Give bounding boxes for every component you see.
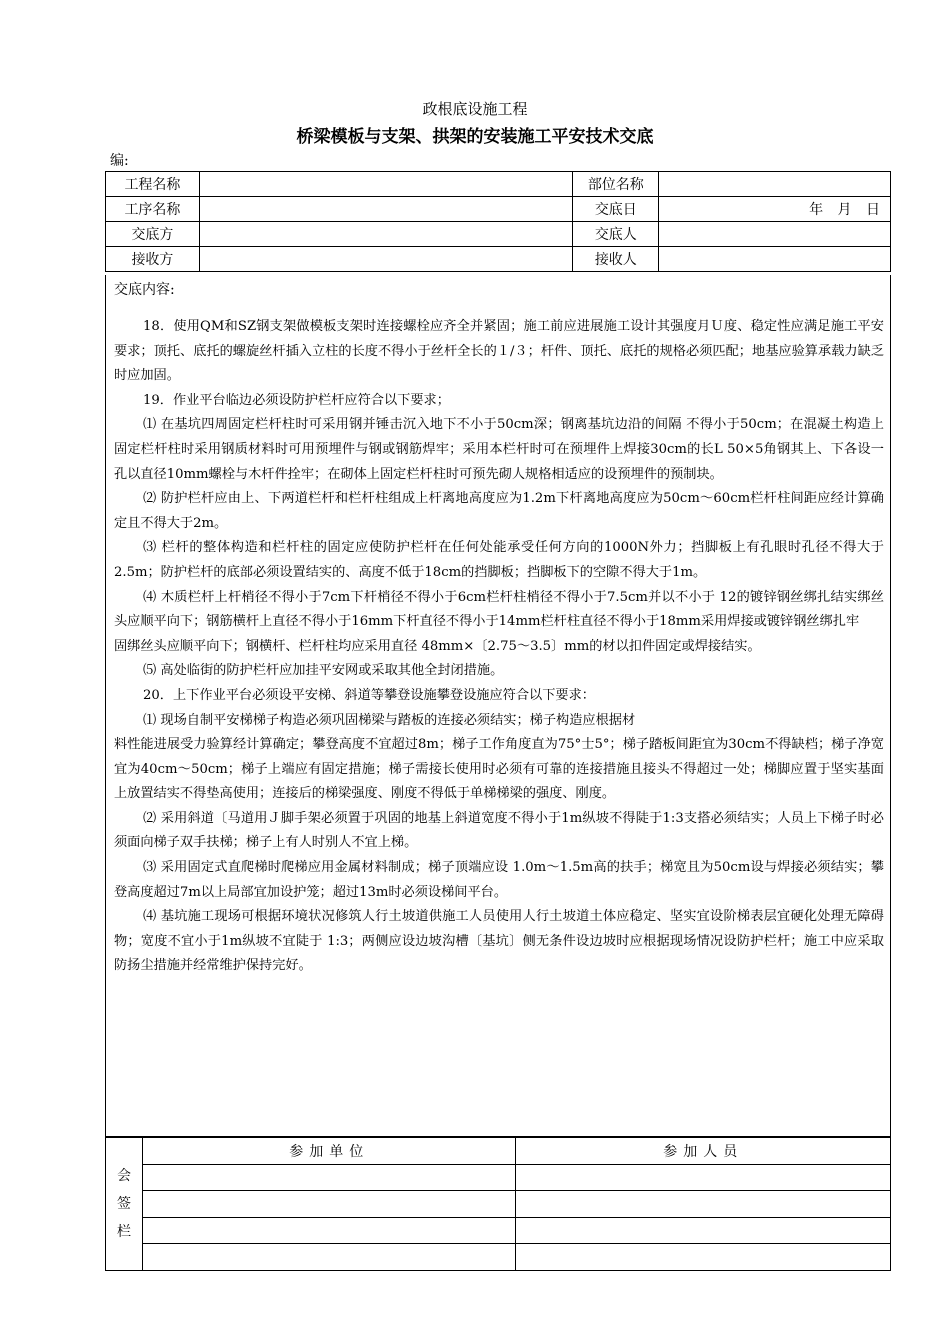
content-paragraph: ⑵ 防护栏杆应由上、下两道栏杆和栏杆柱组成上杆离地高度应为1.2m下杆离地高度应为50cm～60cm栏杆柱间距应经计算确定且不得大于2m。 xyxy=(114,491,884,531)
person-cell[interactable] xyxy=(516,1217,891,1244)
receiver-party-label: 接收方 xyxy=(106,247,200,272)
content-paragraph: ⑷ 基坑施工现场可根据环境状况修筑人行土坡道供施工人员使用人行土坡道土体应稳定、坚实宜设阶梯表层宜硬化处理无障碍物；宽度不宜小于1m纵坡不宜陡于 1:3；两侧应设边坡沟槽〔基坑〕侧无条件设边坡时应根据现场情况设防护栏杆；施工中应采取防扬尘措施并经常维护保持完好。 xyxy=(114,909,884,974)
person-cell[interactable] xyxy=(516,1164,891,1191)
project-subtitle: 政根底设施工程 xyxy=(422,100,528,118)
table-row xyxy=(106,1138,891,1165)
info-table xyxy=(105,171,891,272)
table-row xyxy=(106,1164,891,1191)
person-cell[interactable] xyxy=(516,1191,891,1218)
content-paragraph: 固绑丝头应顺平向下；钢横杆、栏杆柱均应采用直径 48mm×〔2.75～3.5〕mm的材以扣件固定或焊接结实。 xyxy=(114,638,761,654)
content-paragraph: 料性能进展受力验算经计算确定；攀登高度不宜超过8m；梯子工作角度直为75°士5°；梯子踏板间距宜为30cm不得缺档；梯子净宽宜为40cm～50cm；梯子上端应有固定措施；梯子需接长使用时必须有可靠的连接措施且接头不得超过一处；梯脚应置于坚实基面上放置结实不得垫高使用；连接后的梯梁强度、刚度不得低于单梯梯梁的强度、刚度。 xyxy=(114,737,884,802)
content-paragraph: 20．上下作业平台必须设平安梯、斜道等攀登设施攀登设施应符合以下要求： xyxy=(143,687,595,703)
compiler-label: 编: xyxy=(110,153,129,169)
handover-date-field[interactable]: 年 月 日 xyxy=(659,197,891,222)
table-row xyxy=(106,197,891,222)
person-cell[interactable] xyxy=(516,1244,891,1271)
content-paragraph: 18．使用QM和SZ钢支架做模板支架时连接螺栓应齐全并紧固；施工前应进展施工设计其强度月Ｕ度、稳定性应满足施工平安要求；顶托、底托的螺旋丝杆插入立柱的长度不得小于丝杆全长的１/３；杆件、顶托、底托的规格必须匹配；地基应验算承载力缺乏时应加固。 xyxy=(114,319,884,384)
content-paragraph: 19．作业平台临边必须设防护栏杆应符合以下要求； xyxy=(143,392,450,408)
receiver-person-field[interactable] xyxy=(659,247,891,272)
handover-person-label: 交底人 xyxy=(573,222,659,247)
table-row xyxy=(106,222,891,247)
content-paragraph: ⑶ 采用固定式直爬梯时爬梯应用金属材料制成；梯子顶端应设 1.0m～1.5m高的扶手；梯宽且为50cm设与焊接必须结实；攀登高度超过7m以上局部宜加设护笼；超过13m时必须设梯间平台。 xyxy=(114,860,884,900)
content-paragraph: ⑴ 在基坑四周固定栏杆柱时可采用钢并锤击沉入地下不小于50cm深；钢离基坑边沿的间隔 不得小于50cm；在混凝土构造上固定栏杆柱时采用钢质材料时可用预埋件与钢或钢筋焊牢；采用本栏杆时可在预埋件上焊接30cm的长L 50×5角钢其上、下各设一孔以直径10mm螺栓与木杆件拴牢；在砌体上固定栏杆柱时可预先砌人规格相适应的设预埋件的预制块。 xyxy=(114,417,884,482)
side-char: 会 xyxy=(116,1167,131,1184)
project-name-field[interactable] xyxy=(199,172,572,197)
section-name-field[interactable] xyxy=(659,172,891,197)
side-char: 签 xyxy=(116,1195,131,1212)
table-row xyxy=(106,247,891,272)
signature-table xyxy=(105,1137,891,1271)
unit-cell[interactable] xyxy=(142,1164,516,1191)
unit-cell[interactable] xyxy=(142,1217,516,1244)
content-paragraph: ⑴ 现场自制平安梯梯子构造必须巩固梯梁与踏板的连接必须结实；梯子构造应根据材 xyxy=(143,712,636,728)
receiver-party-field[interactable] xyxy=(199,247,572,272)
process-name-label: 工序名称 xyxy=(106,197,200,222)
unit-cell[interactable] xyxy=(142,1244,516,1271)
table-row xyxy=(106,1217,891,1244)
participating-person-header: 参加人员 xyxy=(516,1138,891,1165)
content-paragraph: ⑵ 采用斜道〔马道用Ｊ脚手架必须置于巩固的地基上斜道宽度不得小于1m纵坡不得陡于1:3支搭必须结实；人员上下梯子时必须面向梯子双手扶梯；梯子上有人时别人不宜上梯。 xyxy=(114,810,884,851)
content-paragraph: ⑶ 栏杆的整体构造和栏杆柱的固定应使防护栏杆在任何处能承受任何方向的1000N外力；挡脚板上有孔眼时孔径不得大于 2.5m；防护栏杆的底部必须设置结实的、高度不低于18cm的挡脚板；挡脚板下的空隙不得大于1m。 xyxy=(114,540,884,580)
content-label: 交底内容: xyxy=(114,282,175,298)
side-char: 栏 xyxy=(116,1223,131,1240)
receiver-person-label: 接收人 xyxy=(573,247,659,272)
table-row xyxy=(106,172,891,197)
content-body xyxy=(114,315,884,979)
document-title: 桥梁模板与支架、拱架的安装施工平安技术交底 xyxy=(296,127,654,147)
content-paragraph: ⑸ 高处临街的防护栏杆应加挂平安网或采取其他全封闭措施。 xyxy=(143,663,504,679)
participating-unit-header: 参加单位 xyxy=(142,1138,516,1165)
handover-party-label: 交底方 xyxy=(106,222,200,247)
unit-cell[interactable] xyxy=(142,1191,516,1218)
process-name-field[interactable] xyxy=(199,197,572,222)
content-paragraph: ⑷ 木质栏杆上杆梢径不得小于7cm下杆梢径不得小于6cm栏杆柱梢径不得小于7.5cm并以不小于 12的镀锌钢丝绑扎结实绑丝头应顺平向下；钢筋横杆上直径不得小于16mm下杆直径不得小于14mm栏杆柱直径不得小于18mm采用焊接或镀锌钢丝绑扎牢 xyxy=(114,589,884,630)
table-row xyxy=(106,1191,891,1218)
section-name-label: 部位名称 xyxy=(573,172,659,197)
handover-content-section xyxy=(105,275,891,1137)
handover-date-label: 交底日 xyxy=(573,197,659,222)
table-row xyxy=(106,1244,891,1271)
signature-side-label xyxy=(106,1138,143,1271)
handover-person-field[interactable] xyxy=(659,222,891,247)
handover-party-field[interactable] xyxy=(199,222,572,247)
project-name-label: 工程名称 xyxy=(106,172,200,197)
